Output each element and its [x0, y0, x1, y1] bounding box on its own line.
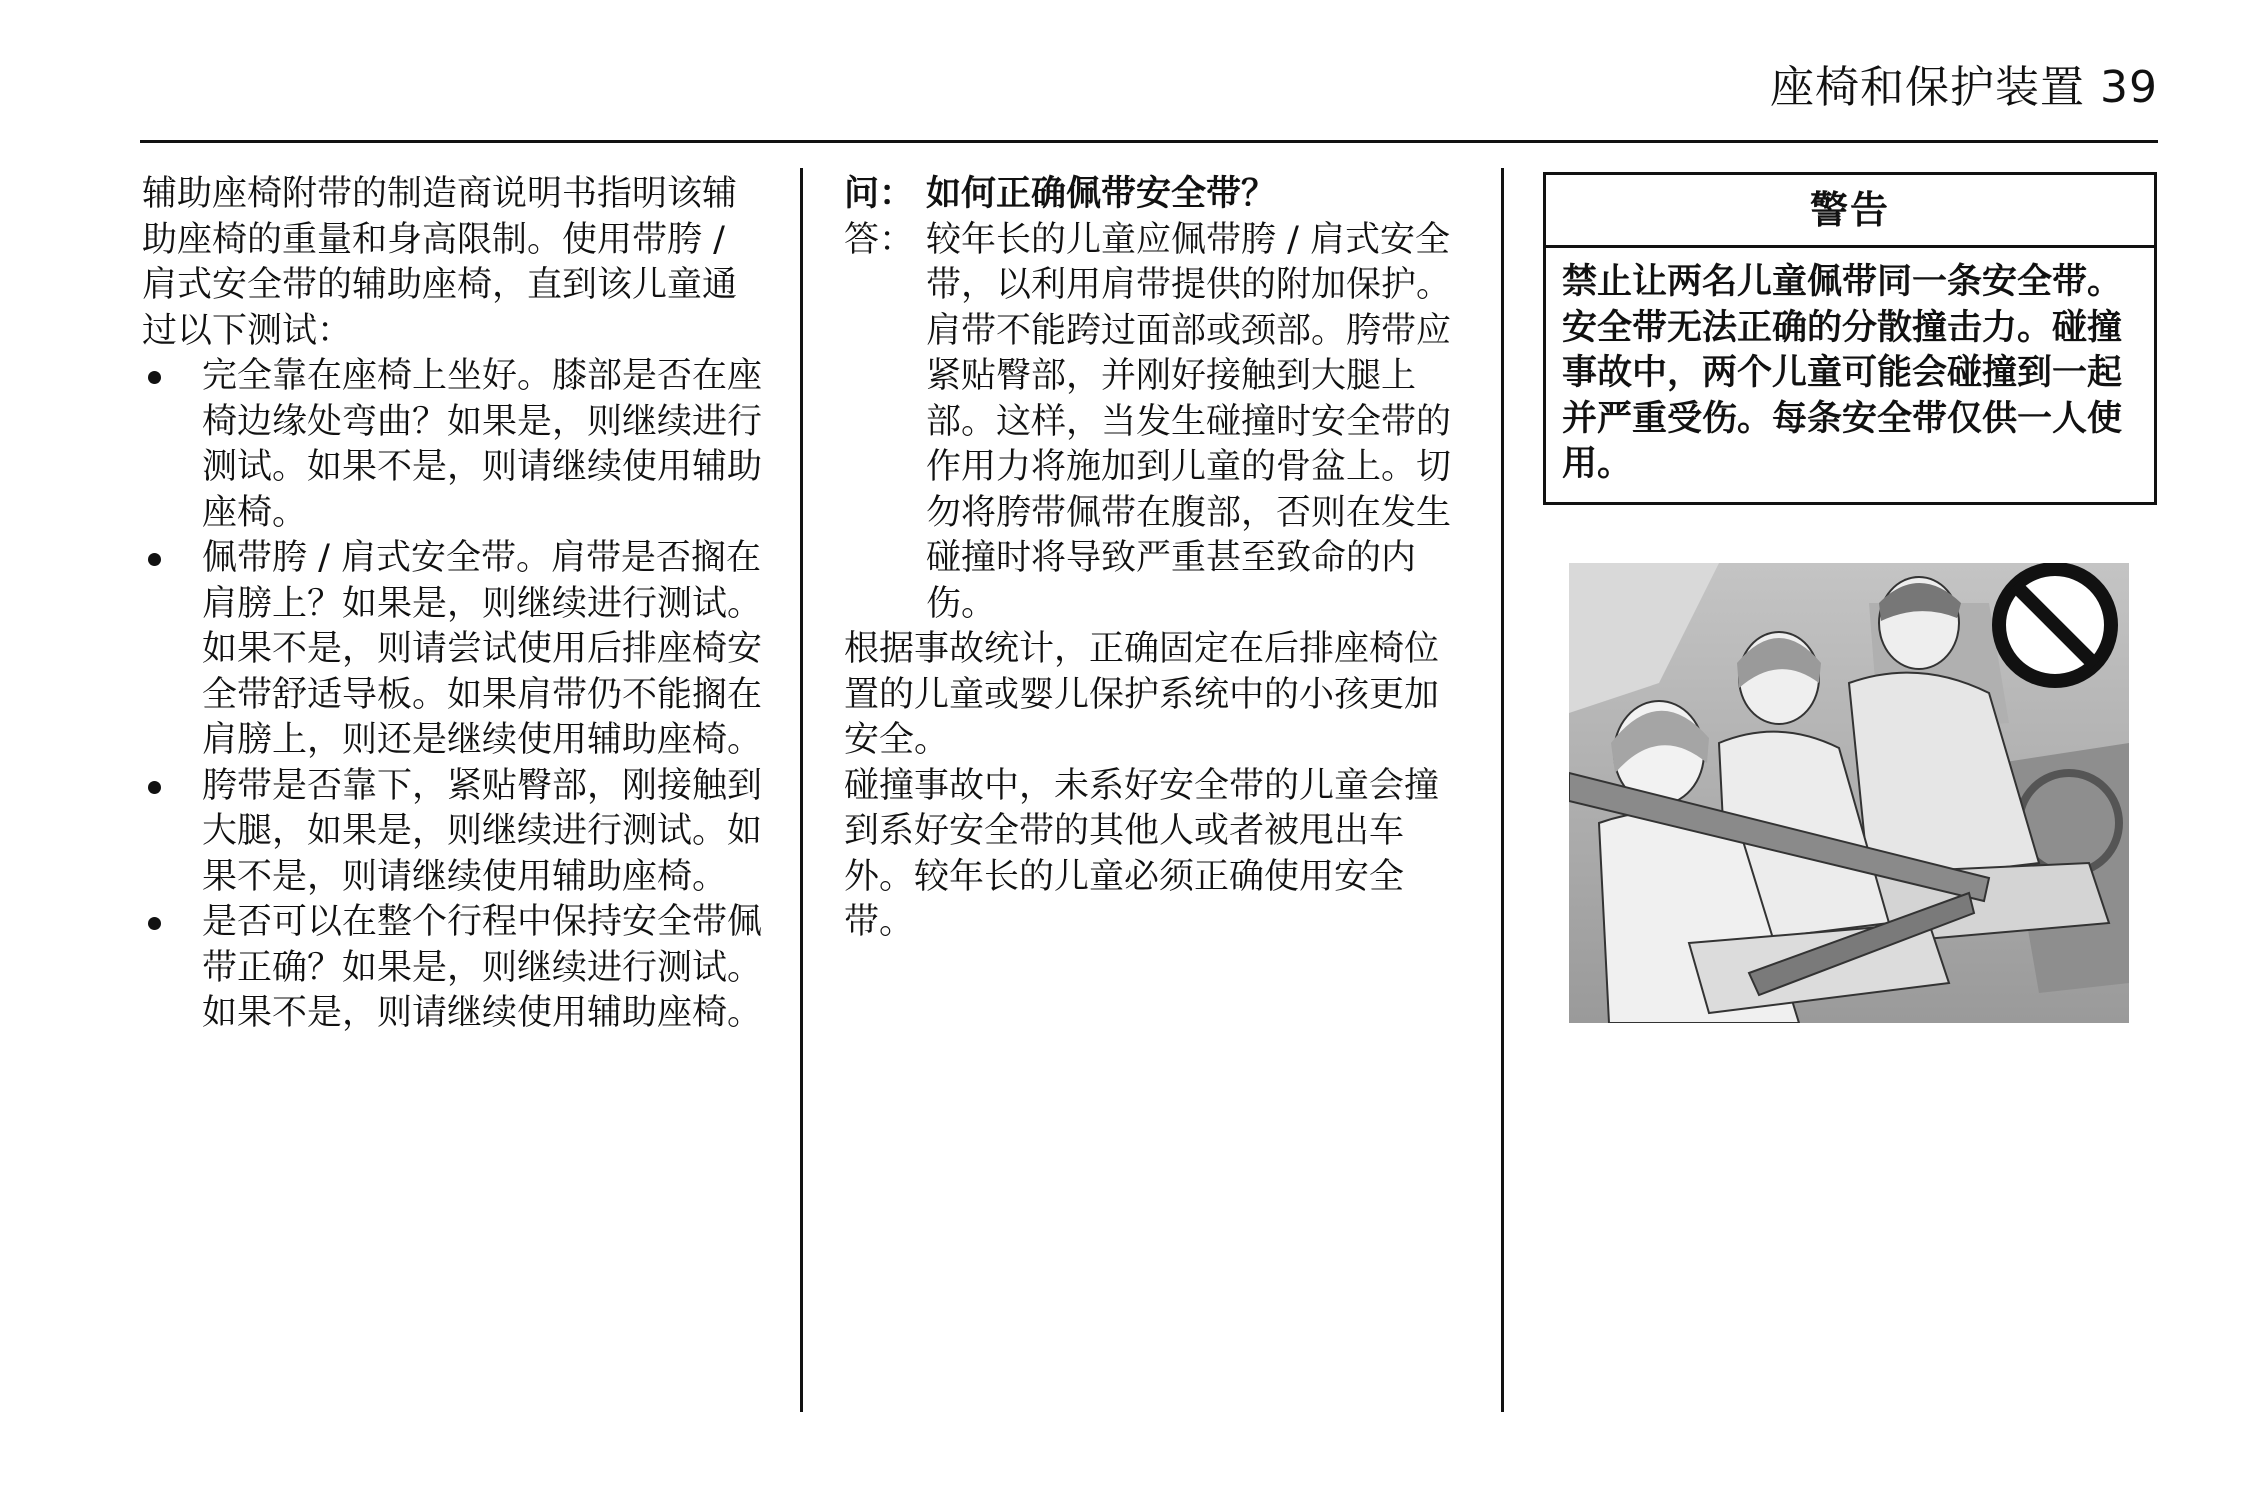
list-item [142, 536, 762, 764]
booster-checklist [142, 354, 762, 1037]
answer-label: 答： [844, 219, 915, 260]
question-label: 问： [844, 174, 915, 214]
warning-text: 禁止让两名儿童佩带同一条安全带。安全带无法正确的分散撞击力。碰撞事故中，两个儿童可能会碰撞到一起并严重受伤。每条安全带仅供一人使用。 [1562, 262, 2123, 484]
column-divider-left [800, 168, 803, 1412]
seatbelt-illustration [1569, 563, 2129, 1023]
page-title: 座椅和保护装置 39 [1770, 62, 2158, 113]
question-text: 如何正确佩带安全带？ [926, 174, 1277, 214]
header-rule [140, 140, 2158, 143]
column-divider-right [1501, 168, 1504, 1412]
list-item [142, 354, 762, 536]
list-item-text: 完全靠在座椅上坐好。膝部是否在座椅边缘处弯曲？如果是，则继续进行测试。如果不是，则请继续使用辅助座椅。 [202, 356, 763, 533]
list-item [142, 900, 762, 1037]
list-item [142, 764, 762, 901]
bullet-icon [148, 781, 161, 794]
warning-box [1543, 172, 2157, 505]
column-warning [1543, 172, 2157, 1023]
column-qa [844, 172, 1456, 946]
answer-text: 较年长的儿童应佩带胯 / 肩式安全带，以利用肩带提供的附加保护。肩带不能跨过面部或颈部。胯带应紧贴臀部，并刚好接触到大腿上部。这样，当发生碰撞时安全带的作用力将施加到儿童的骨盆上。切勿将胯带佩带在腹部，否则在发生碰撞时将导致严重甚至致命的内伤。 [926, 219, 1452, 624]
prohibition-icon [1999, 569, 2111, 681]
list-item-text: 佩带胯 / 肩式安全带。肩带是否搁在肩膀上？如果是，则继续进行测试。如果不是，则请尝试使用后排座椅安全带舒适导板。如果肩带仍不能搁在肩膀上，则还是继续使用辅助座椅。 [202, 538, 763, 760]
list-item-text: 是否可以在整个行程中保持安全带佩带正确？如果是，则继续进行测试。如果不是，则请继续使用辅助座椅。 [202, 902, 763, 1033]
bullet-icon [148, 917, 161, 930]
statistics-paragraph: 根据事故统计，正确固定在后排座椅位置的儿童或婴儿保护系统中的小孩更加安全。 [844, 629, 1440, 760]
question-row [844, 172, 1456, 218]
answer-row [844, 218, 1456, 628]
illustration-svg [1569, 563, 2129, 1023]
column-booster-test [142, 172, 762, 1037]
bullet-icon [148, 553, 161, 566]
list-item-text: 胯带是否靠下，紧贴臀部，刚接触到大腿，如果是，则继续进行测试。如果不是，则请继续使用辅助座椅。 [202, 765, 763, 897]
intro-paragraph: 辅助座椅附带的制造商说明书指明该辅助座椅的重量和身高限制。使用带胯 / 肩式安全带的辅助座椅，直到该儿童通过以下测试： [142, 174, 738, 351]
bullet-icon [148, 371, 161, 384]
warning-title: 警告 [1546, 175, 2154, 248]
collision-paragraph: 碰撞事故中，未系好安全带的儿童会撞到系好安全带的其他人或者被甩出车外。较年长的儿童必须正确使用安全带。 [844, 765, 1440, 942]
